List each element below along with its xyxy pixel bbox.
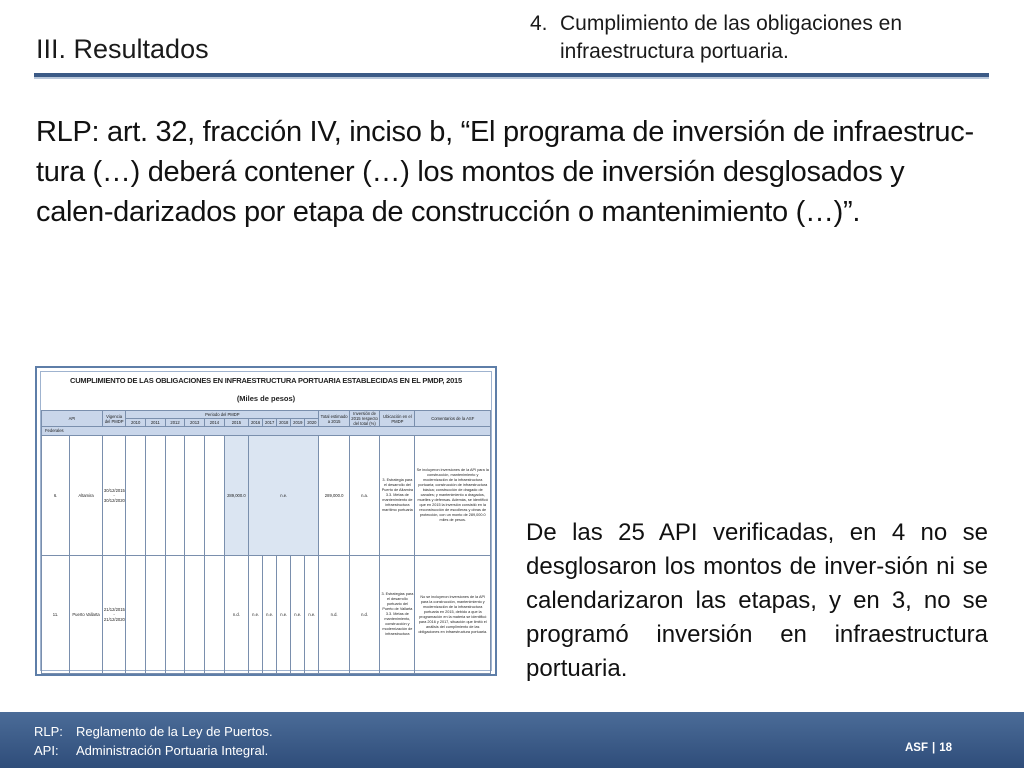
header-divider-shadow — [34, 77, 989, 79]
row-api: Altamira — [70, 435, 103, 556]
row-2015: n.d. — [224, 556, 248, 674]
row-total: n.d. — [319, 556, 349, 674]
table-subtitle: (Miles de pesos) — [236, 394, 296, 403]
header-year: 2012 — [165, 419, 185, 427]
legal-quote: RLP: art. 32, fracción IV, inciso b, “El programa de inversión de infraestruc-tura (…) deberá contener (…) los montos de inversión desglosados y calen-darizados por etapa de construcción o mantenimiento (…)”. — [36, 116, 974, 228]
footer-note-abbr: API: — [34, 743, 59, 758]
subsection-number: 4. — [530, 12, 548, 35]
row-cell — [205, 435, 225, 556]
header-inversion: Inversión de 2015 respecto del total (%) — [351, 411, 378, 426]
row-number: 6. — [42, 435, 70, 556]
header-year: 2013 — [185, 419, 205, 427]
page-number: 18 — [939, 742, 952, 754]
footer-note — [34, 722, 273, 741]
header-year: 2017 — [263, 419, 277, 427]
table-row — [42, 435, 491, 556]
row-cell — [146, 556, 166, 674]
header-api: API — [42, 411, 103, 427]
header-vigencia: Vigencia del PMDP — [102, 411, 125, 427]
header-comentarios: Comentarios de la ASF — [415, 411, 491, 427]
header-total: Total estimado a 2015 — [319, 411, 349, 427]
footer-org: ASF — [904, 742, 928, 754]
footer-separator: | — [931, 742, 936, 754]
header-year: 2016 — [249, 419, 263, 427]
obligations-table — [41, 410, 491, 674]
footer-notes — [34, 722, 273, 760]
row-vigencia: 30/12/2015 - 30/12/2020 — [102, 435, 125, 556]
header-ubicacion: Ubicación en el PMDP — [380, 411, 415, 427]
row-cell — [165, 435, 185, 556]
row-cell — [146, 435, 166, 556]
header-year: 2011 — [146, 419, 166, 427]
header-year: 2014 — [205, 419, 225, 427]
header-year: 2010 — [126, 419, 146, 427]
page-indicator — [905, 742, 952, 754]
row-cell — [185, 435, 205, 556]
subsection-title: Cumplimiento de las obligaciones en infraestructura portuaria. — [560, 12, 903, 63]
row-comentario: No se incluyeron inversiones de la API para la construcción, mantenimiento y modernización de la infraestructura portuaria en 2015, debido a que la programación en la materia se identificó para 2016 y 2017, situación que limitó el análisis del cumplimiento de las obligaciones en infraestructura portuaria. — [415, 556, 491, 674]
footer-note — [34, 741, 273, 760]
row-2015: 289,000.0 — [224, 435, 248, 556]
row-year-cell: n.e. — [263, 556, 277, 674]
row-year-cell: n.e. — [249, 556, 263, 674]
subsection-heading — [530, 10, 1010, 66]
row-merged-years: n.e. — [249, 435, 319, 556]
finding-text: De las 25 API verificadas, en 4 no se desglosaron los montos de inver-sión ni se calendarizaron las etapas, y en 3, no se programó inversión en infraestructura portuaria. — [526, 519, 988, 682]
obligations-table-figure — [35, 366, 497, 676]
header-year: 2018 — [277, 419, 291, 427]
table-title: CUMPLIMIENTO DE LAS OBLIGACIONES EN INFRAESTRUCTURA PORTUARIA ESTABLECIDAS EN EL PMDP, 2015 — [70, 376, 462, 385]
row-year-cell: n.e. — [277, 556, 291, 674]
row-year-cell: n.e. — [291, 556, 305, 674]
table-row — [42, 556, 491, 674]
row-ubicacion: 3. Estrategia para el desarrollo del Puerto de Altamira 3.3. Metas de mantenimiento de infraestructura marítimo portuaria — [380, 435, 415, 556]
row-vigencia: 21/12/2015 - 21/12/2020 — [102, 556, 125, 674]
row-pct: n.a. — [349, 435, 379, 556]
row-number: 11. — [42, 556, 70, 674]
row-ubicacion: 3. Estrategias para el desarrollo portuario del Puerto de Vallarta 3.3. Metas de mantenimiento, construcción y modernización de infraestructura — [380, 556, 415, 674]
row-cell — [205, 556, 225, 674]
row-pct: n.d. — [349, 556, 379, 674]
footer-note-text: Reglamento de la Ley de Puertos. — [76, 724, 273, 739]
table-grid — [41, 410, 491, 670]
row-api: Puerto Vallarta — [70, 556, 103, 674]
row-cell — [185, 556, 205, 674]
row-comentario: Se incluyeron inversiones de la API para la construcción, mantenimiento y modernización de la infraestructura portuaria; construcción de infraestructura básica; construcción de dragado de canales; y mantenimiento a dragados, muelles y defensas. Además, se identificó que en 2015 la inversión consistió en la reconstrucción de escolleras y obras de protección, con un monto de 289,000.0 miles de pesos. — [415, 435, 491, 556]
row-year-cell: n.e. — [305, 556, 319, 674]
header-year: 2019 — [291, 419, 305, 427]
header-year: 2020 — [305, 419, 319, 427]
row-cell — [126, 556, 146, 674]
header-periodo: Periodo del PMDP — [126, 411, 319, 419]
row-cell — [165, 556, 185, 674]
row-cell — [126, 435, 146, 556]
row-total: 289,000.0 — [319, 435, 349, 556]
section-title: III. Resultados — [36, 34, 209, 64]
header-year: 2015 — [224, 419, 248, 427]
table-frame — [40, 371, 492, 671]
table-group-label: Federales — [42, 427, 491, 436]
footer-note-text: Administración Portuaria Integral. — [76, 743, 269, 758]
footer-note-abbr: RLP: — [34, 724, 63, 739]
